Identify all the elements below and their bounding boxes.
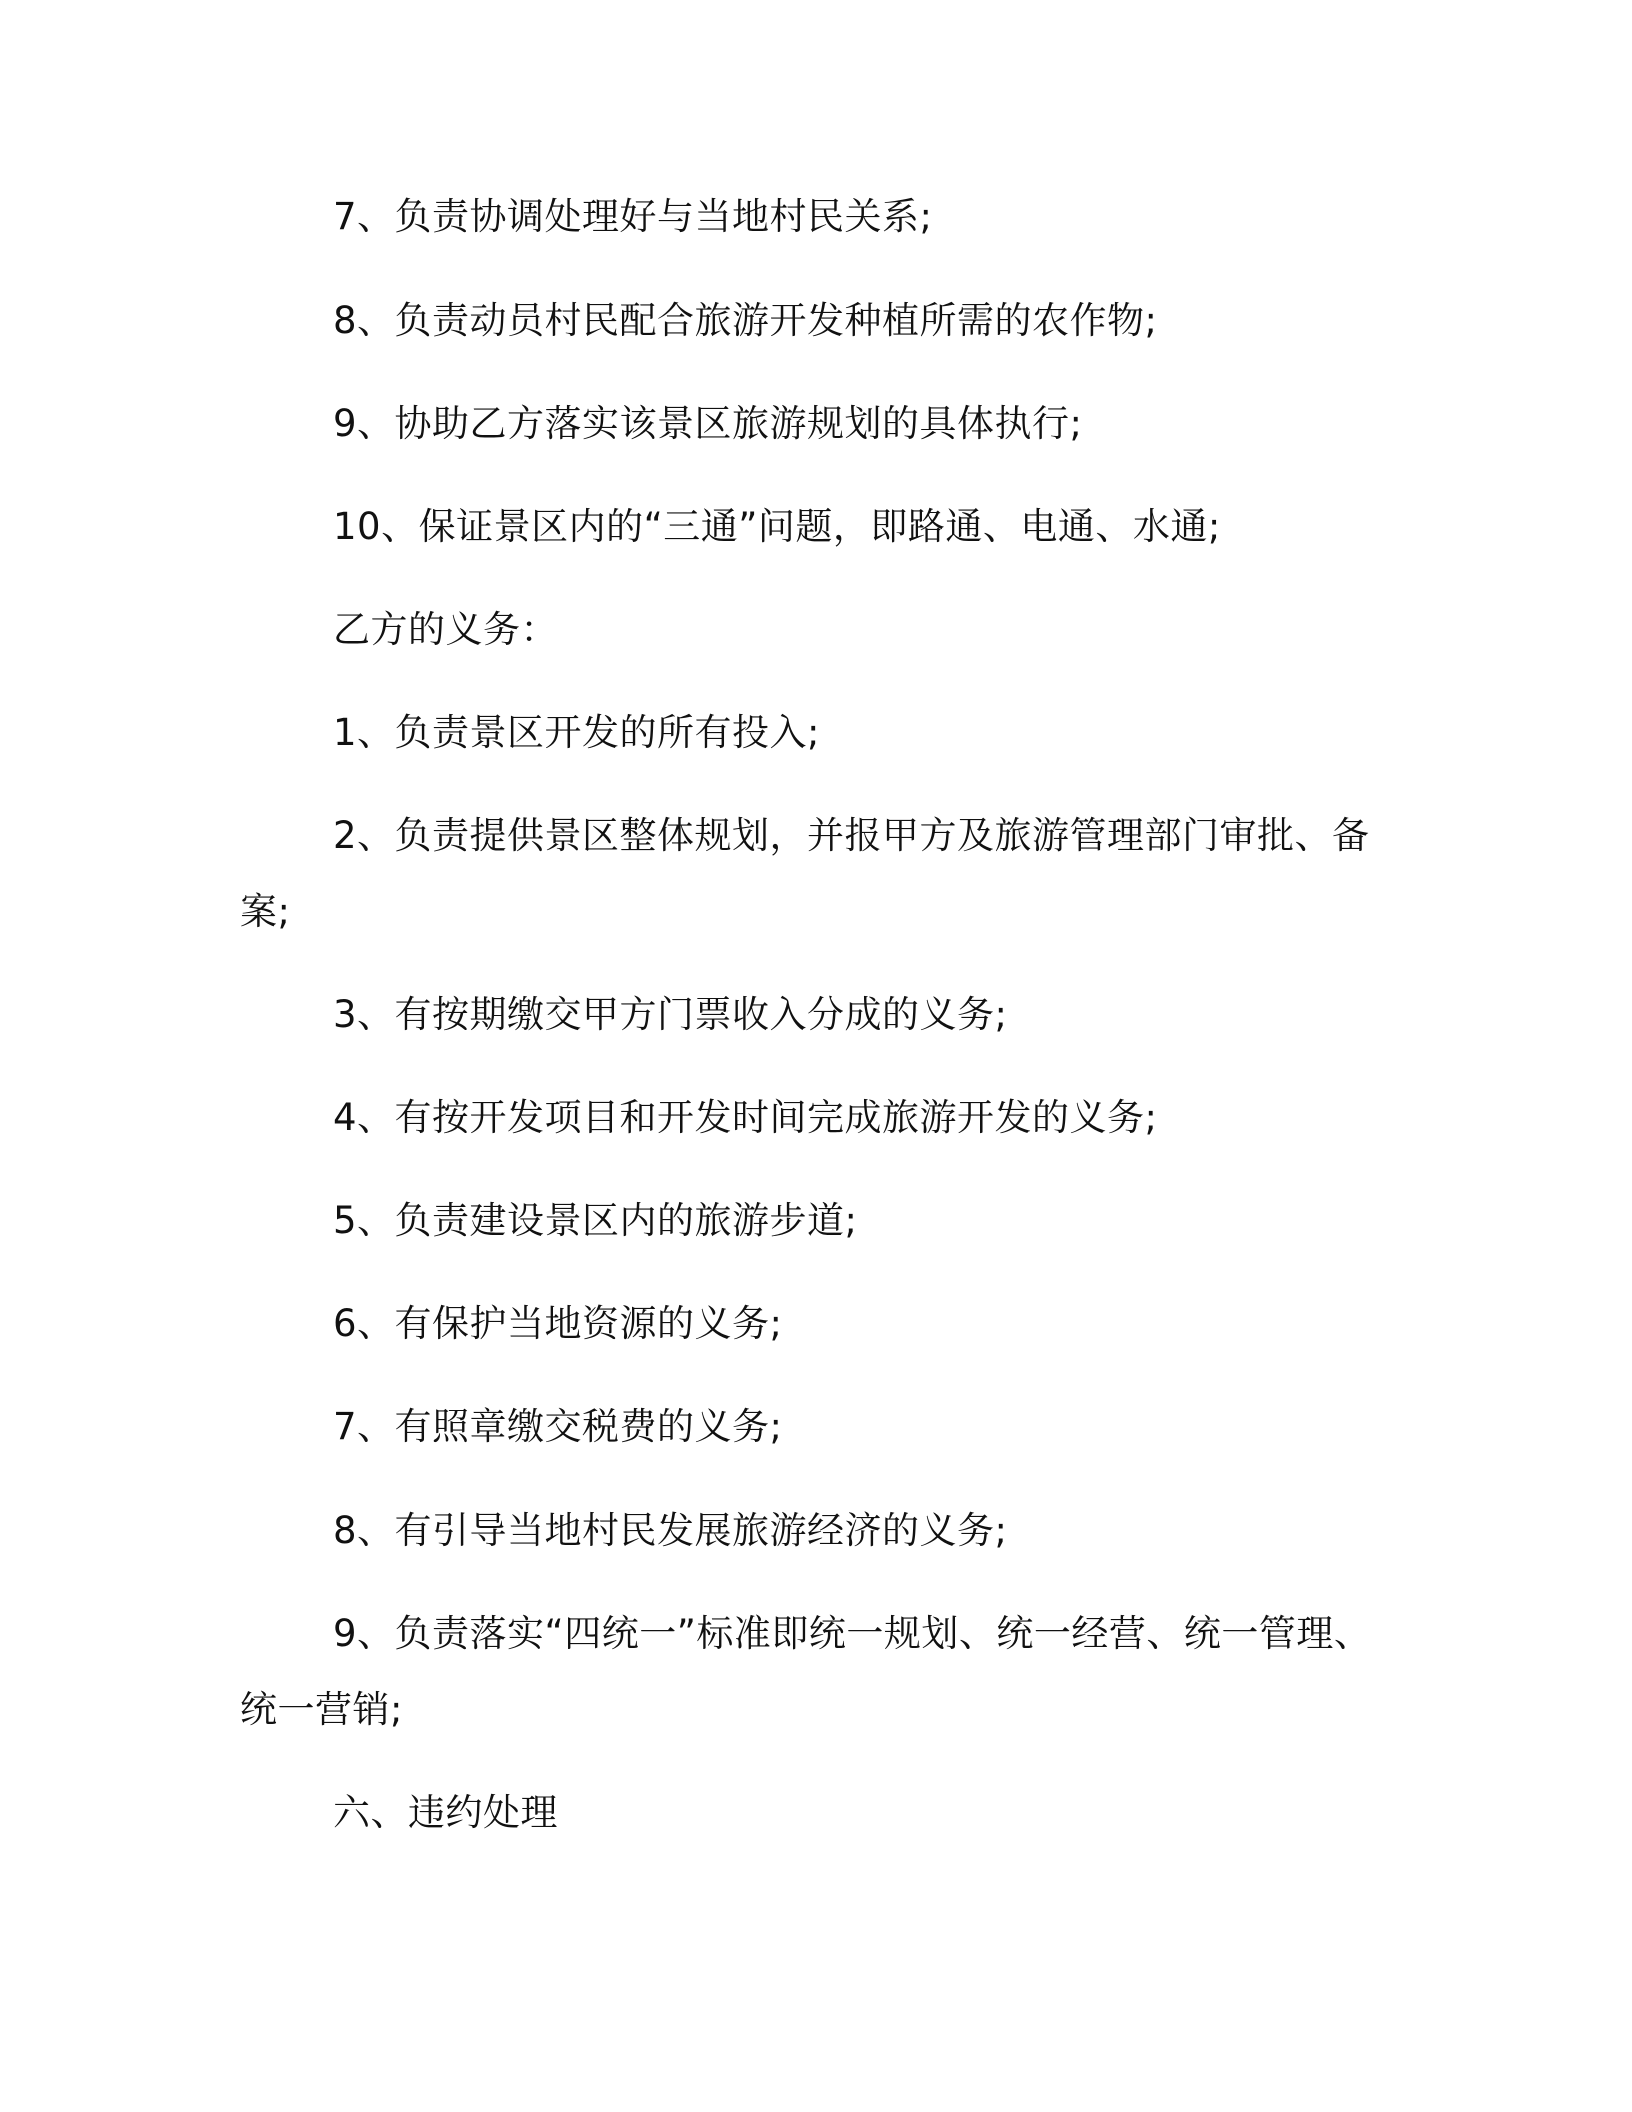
paragraph-b-duty-9: 9、负责落实“四统一”标准即统一规划、统一经营、统一管理、 [333,1612,1372,1655]
paragraph-b-duty-4: 4、有按开发项目和开发时间完成旅游开发的义务; [333,1096,1158,1139]
paragraph-b-duty-1: 1、负责景区开发的所有投入; [333,711,821,754]
paragraph-b-duty-7: 7、有照章缴交税费的义务; [333,1405,783,1448]
paragraph-b-duty-2: 2、负责提供景区整体规划，并报甲方及旅游管理部门审批、备 [333,814,1370,857]
paragraph-a-duty-9: 9、协助乙方落实该景区旅游规划的具体执行; [333,402,1083,445]
paragraph-b-duty-3: 3、有按期缴交甲方门票收入分成的义务; [333,993,1008,1036]
paragraph-a-duty-8: 8、负责动员村民配合旅游开发种植所需的农作物; [333,299,1158,342]
paragraph-b-duty-2-continued: 案; [240,890,291,933]
paragraph-a-duty-10: 10、保证景区内的“三通”问题，即路通、电通、水通; [333,505,1221,548]
section-heading-party-b-duties: 乙方的义务： [333,608,558,651]
paragraph-b-duty-6: 6、有保护当地资源的义务; [333,1302,783,1345]
section-heading-breach: 六、违约处理 [333,1791,558,1834]
paragraph-b-duty-5: 5、负责建设景区内的旅游步道; [333,1199,858,1242]
paragraph-a-duty-7: 7、负责协调处理好与当地村民关系; [333,195,933,238]
paragraph-b-duty-8: 8、有引导当地村民发展旅游经济的义务; [333,1509,1008,1552]
paragraph-b-duty-9-continued: 统一营销; [240,1688,403,1731]
